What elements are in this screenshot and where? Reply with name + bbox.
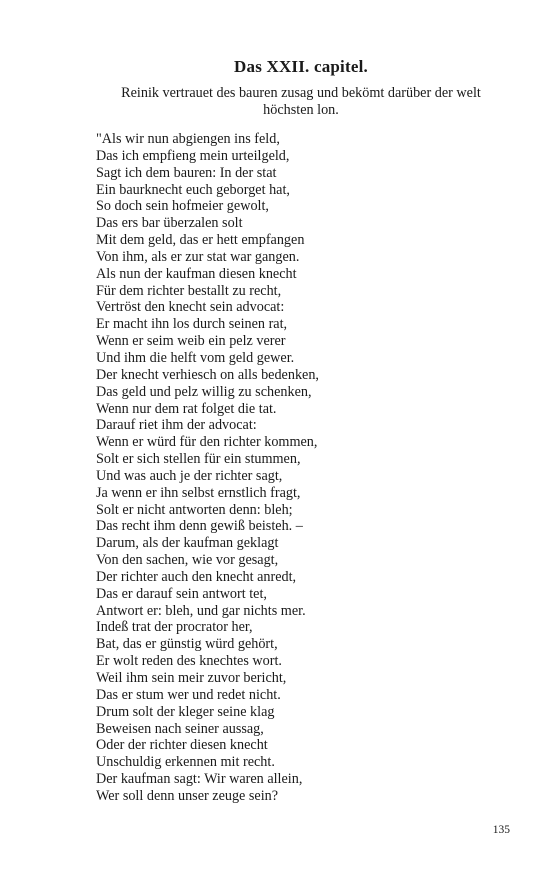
verse-line: Der kaufman sagt: Wir waren allein, <box>96 771 303 788</box>
verse-line: Weil ihm sein meir zuvor bericht, <box>96 670 287 686</box>
verse-line: Er wolt reden des knechtes wort. <box>96 653 282 670</box>
verse-line: Das ich empfieng mein urteilgeld, <box>96 147 290 164</box>
verse-line: Drum solt der kleger seine klag <box>96 703 275 720</box>
chapter-summary: Reinik vertrauet des bauren zusag und bekömt darüber der welt höchsten lon. <box>121 85 481 118</box>
verse-line: Sagt ich dem bauren: In der stat <box>96 164 277 181</box>
verse-line: Und was auch je der richter sagt, <box>96 467 283 484</box>
verse-line: Das er stum wer und redet nicht. <box>96 686 281 703</box>
verse-line: Unschuldig erkennen mit recht. <box>96 754 275 771</box>
verse-line: Das ers bar überzalen solt <box>96 215 243 232</box>
verse-line: Wer soll denn unser zeuge sein? <box>96 787 279 804</box>
verse-line: Ja wenn er ihn selbst ernstlich fragt, <box>96 484 301 501</box>
verse-line: So doch sein hofmeier gewolt, <box>96 198 269 215</box>
verse-line: Mit dem geld, das er hett empfangen <box>96 232 305 249</box>
verse-line: Ein baurknecht euch geborget hat, <box>96 181 290 198</box>
verse-line: Der knecht verhiesch on alls bedenken, <box>96 366 319 383</box>
page-number: 135 <box>492 824 510 836</box>
chapter-title: Das XXII. capitel. <box>234 57 368 76</box>
verse-block <box>96 131 516 805</box>
verse-line: Der richter auch den knecht anredt, <box>96 568 297 585</box>
verse-line: Wenn nur dem rat folget die tat. <box>96 400 277 417</box>
verse-line: Von den sachen, wie vor gesagt, <box>96 552 279 569</box>
verse-line: Bat, das er günstig würd gehört, <box>96 636 278 653</box>
verse-line: Das geld und pelz willig zu schenken, <box>96 383 312 400</box>
verse-line: Darum, als der kaufman geklagt <box>96 535 279 552</box>
verse-line: Antwort er: bleh, und gar nichts mer. <box>96 602 306 619</box>
verse-line: Als nun der kaufman diesen knecht <box>96 265 297 282</box>
verse-line: Beweisen nach seiner aussag, <box>96 720 264 737</box>
verse-line: Er macht ihn los durch seinen rat, <box>96 316 288 333</box>
verse-line: Für dem richter bestallt zu recht, <box>96 282 282 299</box>
verse-line: Oder der richter diesen knecht <box>96 737 268 754</box>
verse-line: Wenn er würd für den richter kommen, <box>96 434 318 451</box>
verse-line: Solt er nicht antworten denn: bleh; <box>96 501 293 518</box>
verse-line: Darauf riet ihm der advocat: <box>96 417 257 434</box>
verse-line: Das er darauf sein antwort tet, <box>96 585 267 602</box>
verse-line: Vertröst den knecht sein advocat: <box>96 299 285 316</box>
verse-line: "Als wir nun abgiengen ins feld, <box>96 131 280 147</box>
verse-line: Wenn er seim weib ein pelz verer <box>96 333 286 350</box>
verse-line: Das recht ihm denn gewiß beisteh. – <box>96 518 303 535</box>
verse-line: Solt er sich stellen für ein stummen, <box>96 451 301 468</box>
verse-line: Indeß trat der procrator her, <box>96 619 253 636</box>
verse-line: Und ihm die helft vom geld gewer. <box>96 349 295 366</box>
verse-line: Von ihm, als er zur stat war gangen. <box>96 248 300 265</box>
